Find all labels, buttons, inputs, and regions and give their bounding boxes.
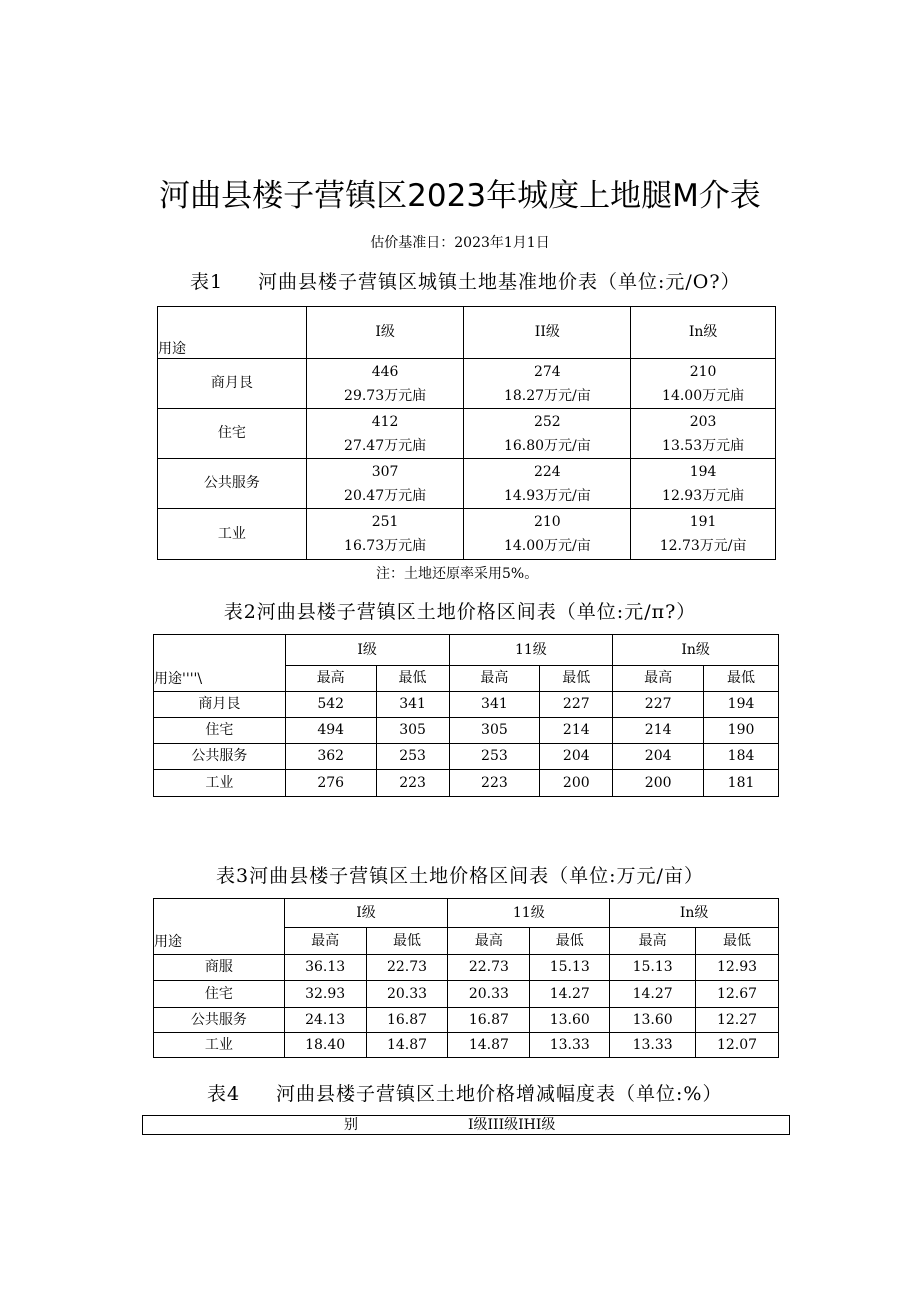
- table4-header-left: 别: [344, 1117, 358, 1133]
- table3-row: [154, 981, 779, 1008]
- table2-use: 公共服务: [154, 744, 286, 770]
- table3-caption: 表3河曲县楼子营镇区土地价格区间表（单位:万元/亩）: [216, 865, 704, 887]
- table3-value: 13.33: [610, 1033, 696, 1058]
- price-per-mu: 16.80万元/亩: [503, 437, 591, 454]
- table1-use: 公共服务: [158, 459, 307, 509]
- table1-cell: [631, 459, 776, 509]
- table3-value: 20.33: [366, 981, 448, 1008]
- table3-sub-low: 最低: [530, 928, 610, 955]
- table3-value: 13.60: [530, 1008, 610, 1033]
- table1-header-row: [158, 307, 776, 359]
- table3-level2: 11级: [448, 899, 610, 928]
- table3: [153, 898, 779, 1058]
- table3-value: 14.87: [366, 1033, 448, 1058]
- table3-value: 16.87: [366, 1008, 448, 1033]
- table2-use: 商月艮: [154, 692, 286, 718]
- table2-row: [154, 718, 779, 744]
- price-per-mu: 13.53万元庙: [662, 437, 745, 454]
- table3-sub-high: 最高: [610, 928, 696, 955]
- table2-value: 341: [376, 692, 449, 718]
- table2-value: 190: [704, 718, 779, 744]
- table2-use: 住宅: [154, 718, 286, 744]
- table1-cell: [464, 409, 631, 459]
- table3-value: 13.60: [610, 1008, 696, 1033]
- table3-value: 18.40: [284, 1033, 366, 1058]
- table2-level-row: [154, 635, 779, 666]
- table3-row: [154, 1033, 779, 1058]
- table2-value: 200: [613, 770, 704, 797]
- table1-cell: [631, 359, 776, 409]
- table3-row: [154, 955, 779, 981]
- table2-row: [154, 692, 779, 718]
- price-per-sqm: 307: [371, 463, 399, 480]
- table3-use: 住宅: [154, 981, 285, 1008]
- table2-value: 341: [449, 692, 540, 718]
- table2-row: [154, 770, 779, 797]
- table3-value: 14.87: [448, 1033, 530, 1058]
- price-per-mu: 14.00万元/亩: [503, 538, 591, 554]
- table1-cell: [631, 509, 776, 560]
- table2-sub-high: 最高: [449, 666, 540, 692]
- table1-row: [158, 459, 776, 509]
- table1-cell: [306, 509, 464, 560]
- price-per-sqm: 446: [371, 363, 399, 380]
- table3-sub-high: 最高: [448, 928, 530, 955]
- table2-value: 494: [285, 718, 376, 744]
- table2-value: 214: [613, 718, 704, 744]
- table2-value: 305: [376, 718, 449, 744]
- table3-level1: I级: [284, 899, 448, 928]
- price-per-sqm: 203: [689, 413, 717, 430]
- table2-value: 204: [540, 744, 613, 770]
- table2-row: [154, 744, 779, 770]
- table3-value: 32.93: [284, 981, 366, 1008]
- price-per-mu: 20.47万元庙: [344, 487, 427, 504]
- table1-use: 工业: [158, 509, 307, 560]
- table1-cell: [306, 359, 464, 409]
- table3-value: 15.13: [530, 955, 610, 981]
- table3-use: 商服: [154, 955, 285, 981]
- table3-value: 12.07: [696, 1033, 779, 1058]
- price-per-sqm: 194: [689, 463, 717, 480]
- table1-caption-number: 表1: [190, 271, 224, 293]
- price-per-mu: 12.93万元庙: [662, 487, 745, 504]
- table3-value: 20.33: [448, 981, 530, 1008]
- table2-sub-high: 最高: [285, 666, 376, 692]
- price-per-sqm: 224: [533, 463, 561, 480]
- table3-corner: 用途: [154, 899, 285, 955]
- table3-value: 13.33: [530, 1033, 610, 1058]
- table1-header-level3: In级: [631, 307, 776, 359]
- price-per-mu: 29.73万元庙: [344, 387, 427, 404]
- table2-value: 253: [449, 744, 540, 770]
- table3-value: 12.67: [696, 981, 779, 1008]
- table2-value: 200: [540, 770, 613, 797]
- table4-caption-text: 河曲县楼子营镇区土地价格增减幅度表（单位:%）: [276, 1083, 723, 1105]
- table3-value: 14.27: [530, 981, 610, 1008]
- table1-header-level2: II级: [464, 307, 631, 359]
- table1-cell: [306, 459, 464, 509]
- price-per-sqm: 210: [533, 514, 561, 530]
- table2-value: 305: [449, 718, 540, 744]
- price-per-sqm: 252: [533, 413, 561, 430]
- price-per-mu: 14.00万元庙: [662, 387, 745, 404]
- table1-corner: 用途: [158, 307, 307, 359]
- table2-caption: 表2河曲县楼子营镇区土地价格区间表（单位:元/π?）: [223, 601, 697, 623]
- price-per-sqm: 191: [689, 514, 717, 530]
- table3-sub-low: 最低: [366, 928, 448, 955]
- table2-value: 194: [704, 692, 779, 718]
- table2-level1: I级: [285, 635, 449, 666]
- table4: [142, 1115, 790, 1135]
- table3-level-row: [154, 899, 779, 928]
- price-per-mu: 12.73万元/亩: [659, 538, 747, 554]
- price-per-sqm: 412: [371, 413, 399, 430]
- table2-value: 223: [376, 770, 449, 797]
- table2-sub-low: 最低: [540, 666, 613, 692]
- table1-row: [158, 509, 776, 560]
- table2-value: 181: [704, 770, 779, 797]
- price-per-mu: 14.93万元/亩: [503, 487, 591, 504]
- table2-value: 362: [285, 744, 376, 770]
- table2-use: 工业: [154, 770, 286, 797]
- table1-row: [158, 359, 776, 409]
- table3-value: 12.27: [696, 1008, 779, 1033]
- table3-value: 15.13: [610, 955, 696, 981]
- price-per-sqm: 251: [371, 514, 399, 530]
- table3-value: 14.27: [610, 981, 696, 1008]
- table3-sub-low: 最低: [696, 928, 779, 955]
- table1: [157, 306, 776, 560]
- table2-corner: 用途''''\: [154, 635, 286, 692]
- table2-value: 223: [449, 770, 540, 797]
- table1-cell: [464, 359, 631, 409]
- table2-level2: 11级: [449, 635, 613, 666]
- table1-cell: [306, 409, 464, 459]
- price-per-mu: 27.47万元庙: [344, 437, 427, 454]
- table3-value: 24.13: [284, 1008, 366, 1033]
- table2-value: 184: [704, 744, 779, 770]
- table3-use: 公共服务: [154, 1008, 285, 1033]
- table1-row: [158, 409, 776, 459]
- table2-value: 253: [376, 744, 449, 770]
- table3-use: 工业: [154, 1033, 285, 1058]
- table1-cell: [464, 459, 631, 509]
- table3-value: 22.73: [366, 955, 448, 981]
- table2-value: 542: [285, 692, 376, 718]
- table2-value: 276: [285, 770, 376, 797]
- table2-value: 204: [613, 744, 704, 770]
- table4-header-row: [143, 1116, 790, 1135]
- table1-cell: [464, 509, 631, 560]
- table2-level3: In级: [613, 635, 779, 666]
- table1-note: 注：土地还原率采用5%。: [376, 566, 539, 582]
- table1-caption-text: 河曲县楼子营镇区城镇土地基准地价表（单位:元/O?）: [258, 271, 741, 293]
- base-date: 估价基准日：2023年1月1日: [370, 235, 550, 251]
- table2-sub-low: 最低: [704, 666, 779, 692]
- page-title: 河曲县楼子营镇区2023年城度上地腿M介表: [159, 178, 761, 214]
- table3-value: 36.13: [284, 955, 366, 981]
- table2-sub-low: 最低: [376, 666, 449, 692]
- table3-row: [154, 1008, 779, 1033]
- table3-value: 22.73: [448, 955, 530, 981]
- price-per-mu: 16.73万元庙: [344, 538, 427, 554]
- price-per-mu: 18.27万元/亩: [503, 387, 591, 404]
- table1-use: 商月艮: [158, 359, 307, 409]
- table1-cell: [631, 409, 776, 459]
- table3-level3: In级: [610, 899, 779, 928]
- table2-value: 214: [540, 718, 613, 744]
- table4-header-right: I级III级IHI级: [468, 1117, 556, 1133]
- table4-caption-number: 表4: [207, 1083, 241, 1105]
- price-per-sqm: 210: [689, 363, 717, 380]
- table1-header-level1: I级: [306, 307, 464, 359]
- table2: [153, 634, 779, 797]
- table3-sub-high: 最高: [284, 928, 366, 955]
- table4-header: [143, 1116, 790, 1135]
- table2-value: 227: [613, 692, 704, 718]
- table1-use: 住宅: [158, 409, 307, 459]
- price-per-sqm: 274: [533, 363, 561, 380]
- table2-sub-high: 最高: [613, 666, 704, 692]
- table2-value: 227: [540, 692, 613, 718]
- table3-value: 12.93: [696, 955, 779, 981]
- table3-value: 16.87: [448, 1008, 530, 1033]
